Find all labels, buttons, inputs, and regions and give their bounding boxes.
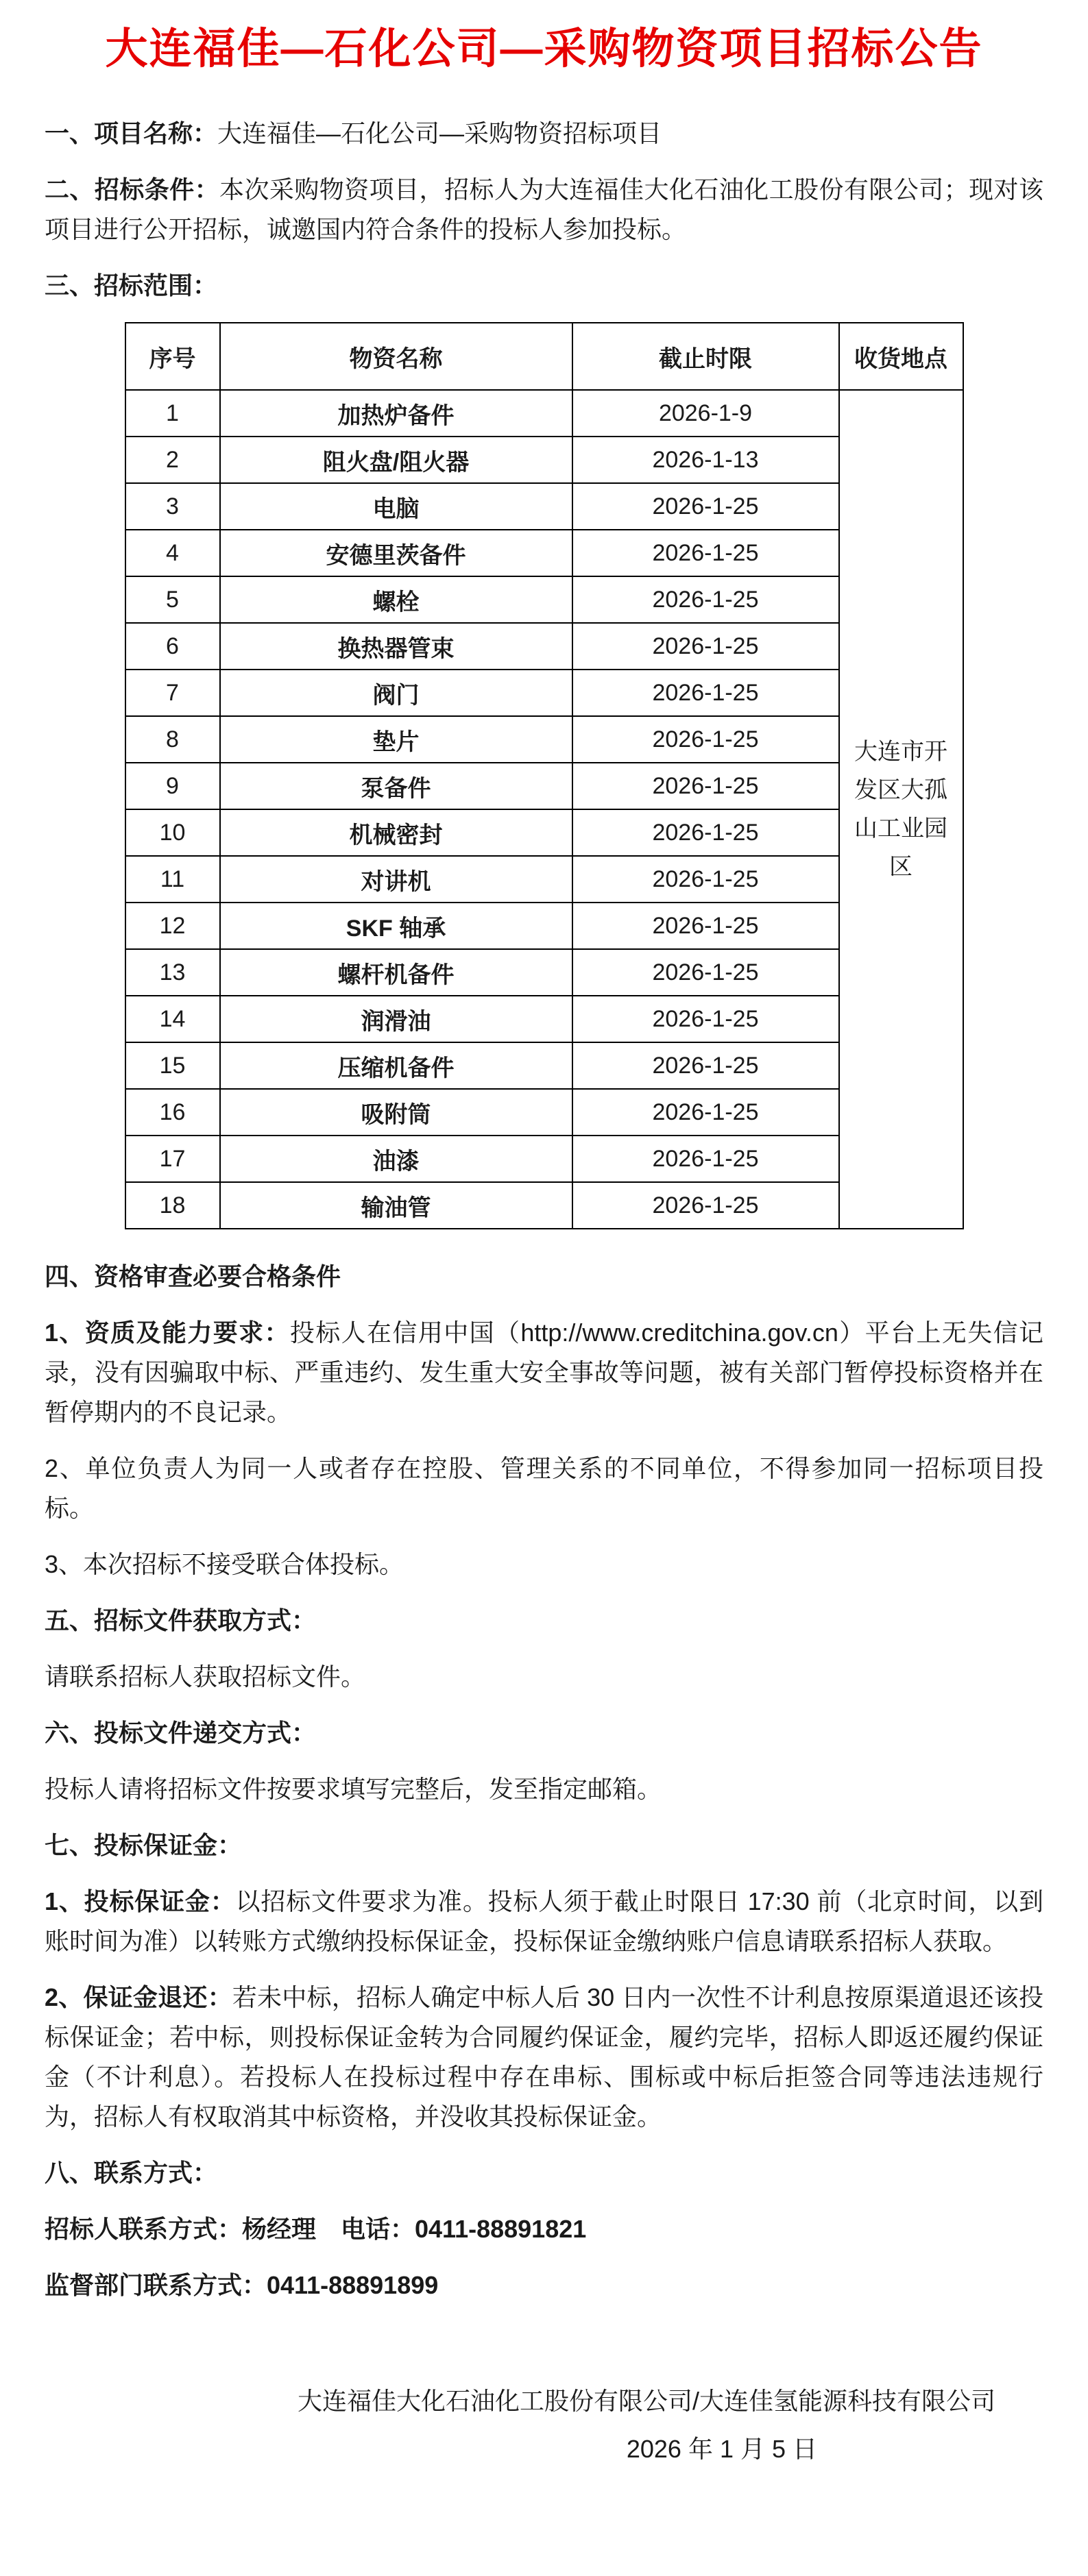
bid-scope-table-body bbox=[125, 390, 963, 1229]
paragraph-label: 四、资格审查必要合格条件 bbox=[45, 1262, 341, 1290]
table-cell-deadline: 2026-1-25 bbox=[572, 716, 839, 763]
table-row bbox=[125, 809, 963, 856]
table-row bbox=[125, 1089, 963, 1136]
paragraph bbox=[45, 1978, 1043, 2137]
paragraph-text: 若未中标，招标人确定中标人后 30 日内一次性不计利息按原渠道退还该投标保证金；若中标，则投标保证金转为合同履约保证金，履约完毕，招标人即返还履约保证金（不计利息）。若投标人在投标过程中存在串标、围标或中标后拒签合同等违法违规行为，招标人有权取消其中标资格，并没收其投标保证金。 bbox=[45, 1983, 1043, 2131]
table-cell-no: 7 bbox=[125, 670, 220, 716]
table-cell-delivery-location: 大连市开发区大孤山工业园区 bbox=[839, 390, 963, 1229]
table-cell-deadline: 2026-1-25 bbox=[572, 809, 839, 856]
table-cell-no: 11 bbox=[125, 856, 220, 903]
table-cell-item: SKF 轴承 bbox=[220, 903, 572, 949]
table-cell-deadline: 2026-1-25 bbox=[572, 623, 839, 670]
table-cell-deadline: 2026-1-25 bbox=[572, 949, 839, 996]
paragraph bbox=[45, 1713, 1043, 1753]
table-row bbox=[125, 856, 963, 903]
bid-scope-table bbox=[125, 322, 964, 1229]
table-row bbox=[125, 949, 963, 996]
table-row bbox=[125, 670, 963, 716]
table-cell-no: 4 bbox=[125, 530, 220, 576]
table-cell-deadline: 2026-1-25 bbox=[572, 996, 839, 1042]
table-row bbox=[125, 716, 963, 763]
paragraph bbox=[45, 2266, 1043, 2305]
paragraph bbox=[45, 2153, 1043, 2193]
table-cell-no: 1 bbox=[125, 390, 220, 437]
detail-sections bbox=[45, 1257, 1043, 2305]
table-cell-item: 加热炉备件 bbox=[220, 390, 572, 437]
table-cell-deadline: 2026-1-25 bbox=[572, 1182, 839, 1229]
table-cell-item: 安德里茨备件 bbox=[220, 530, 572, 576]
table-cell-no: 9 bbox=[125, 763, 220, 809]
table-cell-item: 换热器管束 bbox=[220, 623, 572, 670]
paragraph-label: 二、招标条件： bbox=[45, 175, 220, 204]
paragraph-label: 1、投标保证金： bbox=[45, 1887, 236, 1915]
paragraph-label: 1、资质及能力要求： bbox=[45, 1318, 290, 1347]
table-cell-item: 螺栓 bbox=[220, 576, 572, 623]
table-cell-deadline: 2026-1-25 bbox=[572, 903, 839, 949]
paragraph-label: 六、投标文件递交方式： bbox=[45, 1719, 317, 1747]
paragraph bbox=[45, 2209, 1043, 2249]
paragraph-label: 七、投标保证金： bbox=[45, 1831, 243, 1859]
table-cell-item: 润滑油 bbox=[220, 996, 572, 1042]
table-cell-deadline: 2026-1-25 bbox=[572, 483, 839, 530]
paragraph-text: 以招标文件要求为准。投标人须于截止时限日 17:30 前（北京时间，以到账时间为准）以转账方式缴纳投标保证金，投标保证金缴纳账户信息请联系招标人获取。 bbox=[45, 1887, 1043, 1955]
table-cell-deadline: 2026-1-9 bbox=[572, 390, 839, 437]
table-cell-item: 对讲机 bbox=[220, 856, 572, 903]
table-row bbox=[125, 1136, 963, 1182]
footer-company: 大连福佳大化石油化工股份有限公司/大连佳氢能源科技有限公司 bbox=[297, 2387, 995, 2415]
table-row bbox=[125, 576, 963, 623]
table-cell-item: 螺杆机备件 bbox=[220, 949, 572, 996]
table-header-cell: 物资名称 bbox=[220, 323, 572, 390]
table-cell-deadline: 2026-1-25 bbox=[572, 576, 839, 623]
table-cell-no: 6 bbox=[125, 623, 220, 670]
paragraph-label: 招标人联系方式：杨经理 电话：0411-88891821 bbox=[45, 2215, 587, 2243]
table-cell-item: 吸附筒 bbox=[220, 1089, 572, 1136]
table-cell-deadline: 2026-1-25 bbox=[572, 670, 839, 716]
table-row bbox=[125, 483, 963, 530]
table-cell-no: 14 bbox=[125, 996, 220, 1042]
table-cell-item: 电脑 bbox=[220, 483, 572, 530]
table-cell-no: 10 bbox=[125, 809, 220, 856]
table-row bbox=[125, 1182, 963, 1229]
table-cell-deadline: 2026-1-13 bbox=[572, 437, 839, 483]
footer-date: 2026 年 1 月 5 日 bbox=[626, 2435, 817, 2463]
paragraph-text: 2、单位负责人为同一人或者存在控股、管理关系的不同单位，不得参加同一招标项目投标。 bbox=[45, 1454, 1043, 1522]
table-cell-no: 8 bbox=[125, 716, 220, 763]
paragraph bbox=[45, 1545, 1043, 1584]
paragraph bbox=[45, 1449, 1043, 1528]
table-cell-no: 3 bbox=[125, 483, 220, 530]
intro-sections bbox=[45, 114, 1043, 306]
paragraph-label: 三、招标范围： bbox=[45, 271, 218, 299]
paragraph-text: 请联系招标人获取招标文件。 bbox=[45, 1663, 366, 1691]
table-cell-item: 机械密封 bbox=[220, 809, 572, 856]
paragraph bbox=[45, 1657, 1043, 1697]
table-cell-no: 16 bbox=[125, 1089, 220, 1136]
table-cell-item: 泵备件 bbox=[220, 763, 572, 809]
page-title: 大连福佳—石化公司—采购物资项目招标公告 bbox=[105, 25, 983, 73]
table-cell-no: 17 bbox=[125, 1136, 220, 1182]
paragraph-label: 八、联系方式： bbox=[45, 2159, 218, 2187]
table-header-row bbox=[125, 323, 963, 390]
paragraph-text: 大连福佳—石化公司—采购物资招标项目 bbox=[217, 119, 662, 147]
paragraph bbox=[45, 114, 1043, 154]
table-cell-item: 阀门 bbox=[220, 670, 572, 716]
table-cell-item: 输油管 bbox=[220, 1182, 572, 1229]
table-row bbox=[125, 903, 963, 949]
table-cell-no: 2 bbox=[125, 437, 220, 483]
paragraph-label: 一、项目名称： bbox=[45, 119, 218, 147]
table-cell-no: 18 bbox=[125, 1182, 220, 1229]
tender-announcement-document bbox=[45, 21, 1043, 2473]
table-row bbox=[125, 530, 963, 576]
table-header-cell: 截止时限 bbox=[572, 323, 839, 390]
table-row bbox=[125, 623, 963, 670]
table-cell-deadline: 2026-1-25 bbox=[572, 1136, 839, 1182]
table-cell-no: 12 bbox=[125, 903, 220, 949]
paragraph-label: 五、招标文件获取方式： bbox=[45, 1606, 317, 1634]
table-cell-deadline: 2026-1-25 bbox=[572, 1042, 839, 1089]
table-cell-item: 垫片 bbox=[220, 716, 572, 763]
table-cell-no: 5 bbox=[125, 576, 220, 623]
paragraph bbox=[45, 1826, 1043, 1865]
table-cell-no: 15 bbox=[125, 1042, 220, 1089]
table-row bbox=[125, 996, 963, 1042]
table-cell-deadline: 2026-1-25 bbox=[572, 856, 839, 903]
paragraph bbox=[45, 266, 1043, 306]
table-row bbox=[125, 390, 963, 437]
paragraph bbox=[45, 1601, 1043, 1641]
paragraph-label: 2、保证金退还： bbox=[45, 1983, 232, 2011]
footer bbox=[45, 2377, 1043, 2473]
paragraph bbox=[45, 1769, 1043, 1809]
table-row bbox=[125, 763, 963, 809]
table-header-cell: 收货地点 bbox=[839, 323, 963, 390]
table-cell-deadline: 2026-1-25 bbox=[572, 530, 839, 576]
paragraph-label: 监督部门联系方式：0411-88891899 bbox=[45, 2271, 439, 2299]
paragraph bbox=[45, 1882, 1043, 1961]
paragraph bbox=[45, 170, 1043, 249]
table-row bbox=[125, 1042, 963, 1089]
paragraph-text: 3、本次招标不接受联合体投标。 bbox=[45, 1550, 404, 1578]
table-row bbox=[125, 437, 963, 483]
paragraph-text: 投标人在信用中国（http://www.creditchina.gov.cn）平台上无失信记录，没有因骗取中标、严重违约、发生重大安全事故等问题，被有关部门暂停投标资格并在暂停期内的不良记录。 bbox=[45, 1318, 1043, 1426]
table-cell-item: 阻火盘/阻火器 bbox=[220, 437, 572, 483]
paragraph bbox=[45, 1313, 1043, 1432]
table-cell-deadline: 2026-1-25 bbox=[572, 763, 839, 809]
table-cell-no: 13 bbox=[125, 949, 220, 996]
table-header-cell: 序号 bbox=[125, 323, 220, 390]
bid-scope-table-head bbox=[125, 323, 963, 390]
table-cell-item: 油漆 bbox=[220, 1136, 572, 1182]
table-cell-deadline: 2026-1-25 bbox=[572, 1089, 839, 1136]
table-cell-item: 压缩机备件 bbox=[220, 1042, 572, 1089]
paragraph-text: 本次采购物资项目，招标人为大连福佳大化石油化工股份有限公司；现对该项目进行公开招标，诚邀国内符合条件的投标人参加投标。 bbox=[45, 175, 1043, 243]
paragraph-text: 投标人请将招标文件按要求填写完整后，发至指定邮箱。 bbox=[45, 1775, 662, 1803]
paragraph bbox=[45, 1257, 1043, 1297]
